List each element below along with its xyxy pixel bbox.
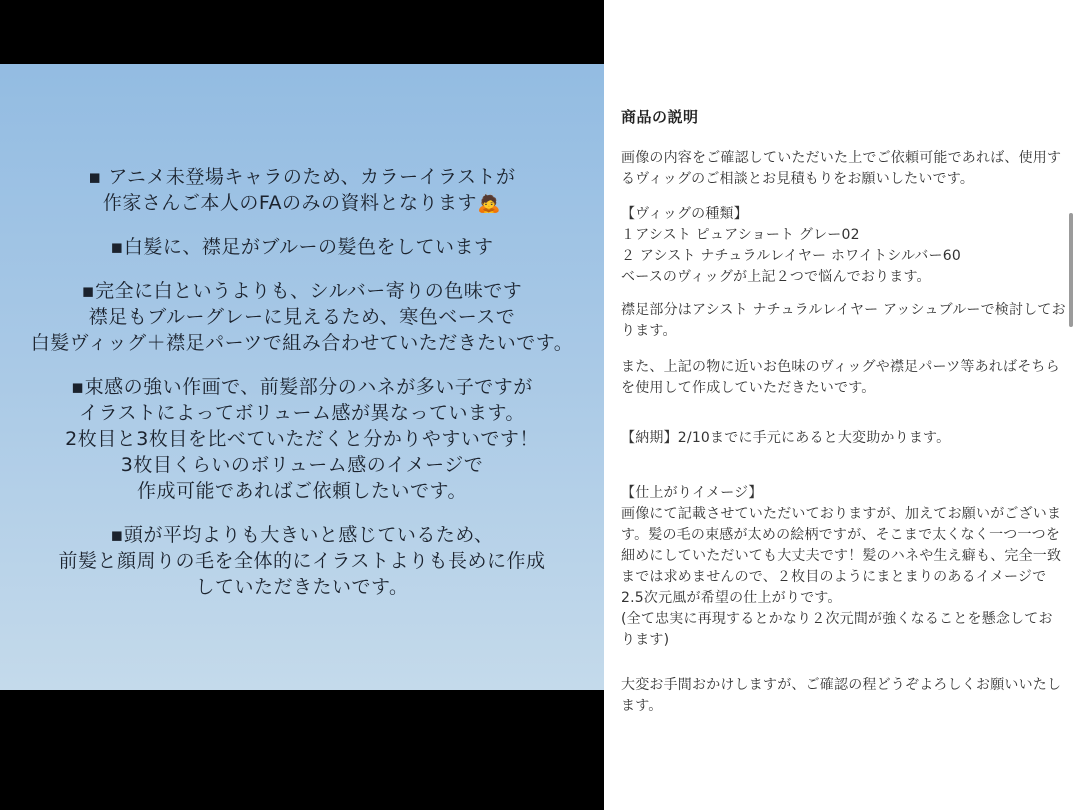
note-line: ▪頭が平均よりも大きいと感じているため、 — [110, 524, 494, 546]
wig-option-2: ２ アシスト ナチュラルレイヤー ホワイトシルバー60 — [621, 248, 961, 264]
wig-type-note: ベースのヴィッグが上記２つで悩んでおります。 — [621, 269, 931, 285]
note-group-volume — [0, 374, 604, 504]
finish-image-body: 画像にて記載させていただいておりますが、加えてお願いがございます。髪の毛の束感が太めの絵柄ですが、そこまで太くなく一つ一つを細めにしていただいても大丈夫です！髪のハネや生え癖も、完全一致までは求めませんので、２枚目のようにまとまりのあるイメージで2.5次元風が希望の仕上がりです。 — [621, 506, 1062, 606]
closing-paragraph: 大変お手間おかけしますが、ご確認の程どうぞよろしくお願いいたします。 — [621, 677, 1062, 714]
wig-type-section — [621, 204, 1066, 288]
note-group-silver-tone — [0, 278, 604, 356]
note-line: イラストによってボリューム感が異なっています。 — [79, 402, 525, 424]
image-letterbox-top — [0, 0, 604, 64]
deadline-paragraph: 【納期】2/10までに手元にあると大変助かります。 — [621, 430, 951, 446]
alternative-paragraph: また、上記の物に近いお色味のヴィッグや襟足パーツ等あればそちらを使用して作成していただきたいです。 — [621, 359, 1060, 396]
note-line: 3枚目くらいのボリューム感のイメージで — [120, 454, 484, 476]
note-group-reference — [0, 164, 604, 216]
finish-image-note: (全て忠実に再現するとかなり２次元間が強くなることを懸念しております) — [621, 611, 1053, 648]
image-letterbox-bottom — [0, 690, 604, 810]
request-notes-image — [0, 64, 604, 690]
note-line: していただきたいです。 — [195, 576, 409, 598]
neckline-paragraph: 襟足部分はアシスト ナチュラルレイヤー アッシュブルーで検討しております。 — [621, 302, 1066, 339]
wig-type-heading: 【ヴィッグの種類】 — [621, 206, 748, 222]
description-title: 商品の説明 — [621, 108, 699, 126]
note-line: ▪完全に白というよりも、シルバー寄りの色味です — [81, 280, 523, 302]
wig-option-1: １アシスト ピュアショート グレー02 — [621, 227, 860, 243]
note-line: ▪白髪に、襟足がブルーの髪色をしています — [110, 236, 494, 258]
note-line: 襟足もブルーグレーに見えるため、寒色ベースで — [88, 306, 516, 328]
note-line: ▪束感の強い作画で、前髪部分のハネが多い子ですが — [71, 376, 533, 398]
note-line: 2枚目と3枚目を比べていただくと分かりやすいです！ — [65, 428, 539, 450]
note-group-head-size — [0, 522, 604, 600]
product-description-panel — [604, 0, 1080, 810]
note-line: 白髪ヴィッグ＋襟足パーツで組み合わせていただきたいです。 — [30, 332, 574, 354]
note-group-hair-color — [0, 234, 604, 260]
description-intro: 画像の内容をご確認していただいた上でご依頼可能であれば、使用するヴィッグのご相談とお見積もりをお願いしたいです。 — [621, 150, 1062, 187]
note-line: 作成可能であればご依頼したいです。 — [137, 480, 467, 502]
note-line: ▪ アニメ未登場キャラのため、カラーイラストが — [88, 166, 516, 188]
finish-image-section — [621, 483, 1066, 651]
note-line: 前髪と顔周りの毛を全体的にイラストよりも長めに作成 — [58, 550, 546, 572]
description-scrollbar[interactable] — [1069, 213, 1073, 327]
note-line: 作家さんご本人のFAのみの資料となります🙇 — [102, 192, 502, 214]
finish-image-heading: 【仕上がりイメージ】 — [621, 485, 763, 501]
